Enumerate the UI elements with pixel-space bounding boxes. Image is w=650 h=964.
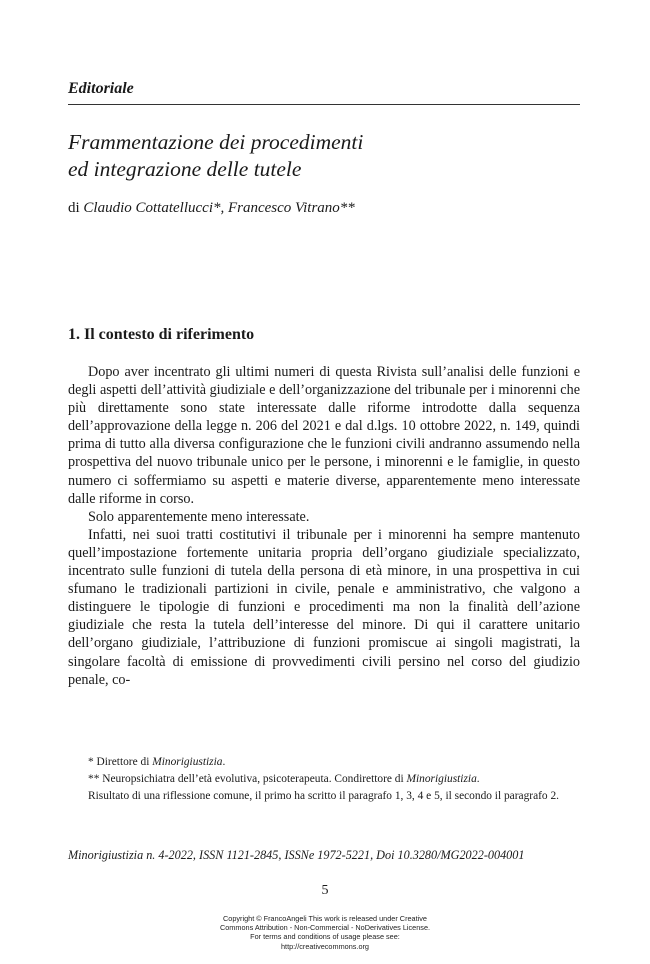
journal-info: Minorigiustizia n. 4-2022, ISSN 1121-2845, ISSNe 1972-5221, Doi 10.3280/MG2022-004001: [68, 848, 525, 862]
footnote-1: [68, 754, 580, 771]
footnote-2-journal: Minorigiustizia: [406, 773, 477, 785]
footnote-1-end: .: [222, 756, 226, 768]
paragraph: Dopo aver incentrato gli ultimi numeri di questa Rivista sull’analisi delle funzioni e degli aspetti dell’attività giudiziale e dell’organizzazione del tribunale per i minorenni che più direttamente sono state interessate dalle riforme introdotte dalla sequenza dell’approvazione della legge n. 206 del 2021 e dal d.lgs. 10 ottobre 2022, n. 149, quindi prima di tutto alla diversa configurazione che le funzioni civili andranno assumendo nella prospettiva del nuovo tribunale unico per le persone, i minorenni e le famiglie, in questo numero ci soffermiamo su aspetti e materie diverse, apparentemente meno interessate dalle riforme in corso.: [68, 364, 580, 507]
paragraph: Infatti, nei suoi tratti costitutivi il tribunale per i minorenni ha sempre mantenuto quell’impostazione fortemente unitaria propria dell’organo giudiziale specializzato, incentrato sulle funzioni di tutela della persona di età minore, in una prospettiva in cui sfumano le tradizionali partizioni in civile, penale e amministrativo, che valgono a distinguere le tipologie di funzioni e procedimenti ma non la finalità dell’azione giudiziale che resta la tutela dell’interesse del minore. Di qui il carattere unitario dell’organo giudiziale, l’attribuzione di funzioni promiscue ai singoli magistrati, la singolare facoltà di emissione di provvedimenti civili persino nel corso del giudizio penale, co-: [68, 526, 580, 688]
license-notice: [0, 914, 650, 951]
license-line: Copyright © FrancoAngeli This work is released under Creative: [223, 914, 427, 923]
section-rule: [68, 104, 580, 105]
section-label: Editoriale: [68, 80, 134, 97]
license-link[interactable]: http://creativecommons.org: [280, 941, 369, 951]
page-number: 5: [321, 883, 329, 898]
footnote-3: Risultato di una riflessione comune, il primo ha scritto il paragrafo 1, 3, 4 e 5, il secondo il paragrafo 2.: [88, 790, 560, 802]
article-title-line-2: ed integrazione delle tutele: [68, 157, 302, 181]
body-text: [68, 363, 580, 689]
footnote-2: [68, 771, 580, 788]
paragraph: Solo apparentemente meno interessate.: [88, 508, 310, 525]
authors-names: Claudio Cottatellucci*, Francesco Vitrano**: [83, 200, 355, 216]
article-title: [68, 129, 580, 183]
article-title-line-1: Frammentazione dei procedimenti: [68, 130, 364, 154]
article-authors: [68, 200, 355, 217]
license-line: Commons Attribution - Non-Commercial - NoDerivatives License.: [219, 923, 431, 933]
footnotes: [68, 754, 580, 805]
footnote-2-end: .: [476, 773, 480, 785]
footnote-1-text: * Direttore di: [88, 756, 153, 768]
authors-prefix: di: [68, 200, 84, 216]
footnote-2-text: ** Neuropsichiatra dell’età evolutiva, psicoterapeuta. Condirettore di: [88, 773, 407, 785]
section-heading: 1. Il contesto di riferimento: [68, 326, 255, 343]
license-line: For terms and conditions of usage please see:: [250, 932, 400, 942]
footnote-1-journal: Minorigiustizia: [152, 756, 223, 768]
